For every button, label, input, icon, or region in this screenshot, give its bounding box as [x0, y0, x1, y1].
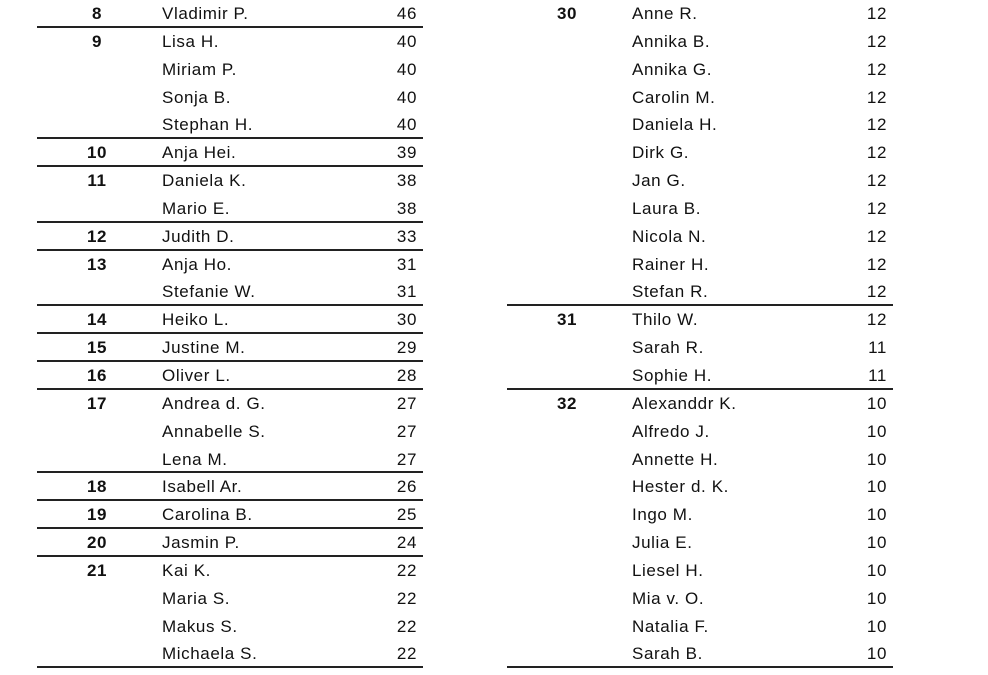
- table-row: [37, 195, 423, 223]
- score-cell: 38: [396, 171, 417, 191]
- score-cell: 10: [866, 505, 887, 525]
- name-cell: Anne R.: [632, 4, 698, 23]
- score-cell: 24: [396, 533, 417, 553]
- table-row: [37, 111, 423, 139]
- name-cell: Mario E.: [162, 198, 231, 218]
- table-row: [37, 334, 423, 362]
- name-cell: Oliver L.: [162, 365, 231, 385]
- score-cell: 12: [866, 310, 887, 330]
- table-row: [507, 223, 893, 251]
- table-row: [507, 84, 893, 112]
- score-cell: 12: [866, 198, 887, 218]
- score-cell: 11: [868, 338, 887, 358]
- score-cell: 12: [866, 4, 887, 23]
- name-cell: Alfredo J.: [632, 421, 710, 441]
- name-cell: Sonja B.: [162, 87, 232, 107]
- name-cell: Alexanddr K.: [632, 393, 737, 413]
- name-cell: Heiko L.: [162, 310, 230, 330]
- name-cell: Maria S.: [162, 588, 231, 608]
- name-cell: Andrea d. G.: [162, 393, 266, 413]
- rank-cell: 8: [91, 4, 103, 23]
- name-cell: Lisa H.: [162, 31, 220, 51]
- rank-cell: 14: [86, 310, 108, 330]
- rank-cell: 32: [556, 393, 578, 413]
- name-cell: Jan G.: [632, 171, 686, 191]
- score-cell: 12: [866, 226, 887, 246]
- table-row: [37, 446, 423, 474]
- score-cell: 40: [396, 87, 417, 107]
- table-row: [507, 28, 893, 56]
- rank-cell: 13: [86, 254, 108, 274]
- table-row: [37, 362, 423, 390]
- name-cell: Ingo M.: [632, 505, 693, 525]
- name-cell: Kai K.: [162, 560, 211, 580]
- rank-cell: 21: [86, 560, 108, 580]
- score-cell: 12: [866, 87, 887, 107]
- score-cell: 27: [396, 393, 417, 413]
- score-cell: 12: [866, 282, 887, 302]
- table-row: [37, 167, 423, 195]
- table-row: [507, 278, 893, 306]
- name-cell: Makus S.: [162, 616, 238, 636]
- table-row: [37, 473, 423, 501]
- table-row: [37, 0, 423, 28]
- score-cell: 27: [396, 449, 417, 469]
- name-cell: Sophie H.: [632, 365, 713, 385]
- rank-cell: 15: [86, 338, 108, 358]
- score-cell: 39: [396, 143, 417, 163]
- score-cell: 12: [866, 59, 887, 79]
- table-row: [37, 529, 423, 557]
- score-cell: 10: [866, 616, 887, 636]
- table-row: [507, 56, 893, 84]
- name-cell: Thilo W.: [632, 310, 699, 330]
- name-cell: Mia v. O.: [632, 588, 705, 608]
- table-row: [507, 195, 893, 223]
- table-row: [37, 84, 423, 112]
- table-row: [37, 56, 423, 84]
- rank-cell: 30: [556, 4, 578, 23]
- score-cell: 28: [396, 365, 417, 385]
- rank-cell: 9: [91, 31, 103, 51]
- name-cell: Daniela K.: [162, 171, 247, 191]
- rank-cell: 17: [86, 393, 108, 413]
- table-row: [507, 0, 893, 28]
- score-cell: 10: [866, 588, 887, 608]
- name-cell: Lena M.: [162, 449, 228, 469]
- table-row: [507, 362, 893, 390]
- rank-cell: 11: [87, 171, 107, 191]
- score-cell: 27: [396, 421, 417, 441]
- table-row: [37, 251, 423, 279]
- rank-cell: 18: [86, 477, 108, 497]
- name-cell: Julia E.: [632, 533, 693, 553]
- name-cell: Rainer H.: [632, 254, 710, 274]
- name-cell: Liesel H.: [632, 560, 704, 580]
- name-cell: Vladimir P.: [162, 4, 249, 23]
- score-cell: 30: [396, 310, 417, 330]
- name-cell: Stefan R.: [632, 282, 709, 302]
- table-row: [507, 501, 893, 529]
- score-cell: 31: [396, 282, 417, 302]
- table-row: [37, 390, 423, 418]
- table-row: [507, 139, 893, 167]
- table-row: [37, 501, 423, 529]
- score-cell: 33: [396, 226, 417, 246]
- score-cell: 26: [396, 477, 417, 497]
- name-cell: Annabelle S.: [162, 421, 266, 441]
- table-row: [37, 306, 423, 334]
- table-row: [507, 640, 893, 668]
- rank-cell: 20: [86, 533, 108, 553]
- name-cell: Sarah R.: [632, 338, 704, 358]
- score-cell: 10: [866, 533, 887, 553]
- table-row: [507, 390, 893, 418]
- name-cell: Annette H.: [632, 449, 719, 469]
- table-row: [37, 585, 423, 613]
- name-cell: Carolin M.: [632, 87, 716, 107]
- name-cell: Michaela S.: [162, 644, 258, 664]
- score-cell: 40: [396, 31, 417, 51]
- name-cell: Anja Hei.: [162, 143, 237, 163]
- name-cell: Sarah B.: [632, 644, 703, 664]
- name-cell: Daniela H.: [632, 115, 718, 135]
- score-cell: 40: [396, 59, 417, 79]
- score-cell: 12: [866, 31, 887, 51]
- table-row: [507, 529, 893, 557]
- table-row: [37, 139, 423, 167]
- name-cell: Anja Ho.: [162, 254, 233, 274]
- name-cell: Hester d. K.: [632, 477, 729, 497]
- name-cell: Jasmin P.: [162, 533, 240, 553]
- rank-cell: 16: [86, 365, 108, 385]
- table-row: [37, 613, 423, 641]
- table-row: [507, 306, 893, 334]
- rank-cell: 12: [86, 226, 108, 246]
- name-cell: Annika G.: [632, 59, 713, 79]
- score-cell: 22: [396, 560, 417, 580]
- score-cell: 10: [866, 560, 887, 580]
- score-cell: 22: [396, 616, 417, 636]
- table-row: [507, 251, 893, 279]
- table-row: [37, 640, 423, 668]
- score-cell: 12: [866, 115, 887, 135]
- name-cell: Stephan H.: [162, 115, 254, 135]
- table-row: [507, 613, 893, 641]
- table-row: [37, 278, 423, 306]
- score-cell: 22: [396, 588, 417, 608]
- table-row: [507, 473, 893, 501]
- table-row: [507, 585, 893, 613]
- name-cell: Laura B.: [632, 198, 702, 218]
- score-cell: 12: [866, 171, 887, 191]
- name-cell: Judith D.: [162, 226, 235, 246]
- score-cell: 10: [866, 449, 887, 469]
- score-cell: 11: [868, 365, 887, 385]
- table-row: [507, 334, 893, 362]
- name-cell: Miriam P.: [162, 59, 237, 79]
- rank-cell: 31: [556, 310, 578, 330]
- score-cell: 22: [396, 644, 417, 664]
- score-cell: 12: [866, 143, 887, 163]
- score-cell: 31: [396, 254, 417, 274]
- rank-cell: 10: [86, 143, 108, 163]
- rank-cell: 19: [86, 505, 108, 525]
- table-row: [507, 557, 893, 585]
- name-cell: Annika B.: [632, 31, 711, 51]
- name-cell: Natalia F.: [632, 616, 709, 636]
- score-cell: 29: [396, 338, 417, 358]
- table-row: [37, 223, 423, 251]
- name-cell: Stefanie W.: [162, 282, 256, 302]
- table-row: [37, 557, 423, 585]
- score-cell: 10: [866, 421, 887, 441]
- name-cell: Dirk G.: [632, 143, 690, 163]
- table-row: [507, 167, 893, 195]
- name-cell: Nicola N.: [632, 226, 707, 246]
- score-cell: 12: [866, 254, 887, 274]
- table-row: [507, 111, 893, 139]
- score-cell: 10: [866, 477, 887, 497]
- table-row: [507, 446, 893, 474]
- table-row: [507, 418, 893, 446]
- ranking-table-left: [37, 0, 423, 668]
- name-cell: Isabell Ar.: [162, 477, 243, 497]
- score-cell: 40: [396, 115, 417, 135]
- score-cell: 38: [396, 198, 417, 218]
- name-cell: Carolina B.: [162, 505, 253, 525]
- name-cell: Justine M.: [162, 338, 246, 358]
- table-row: [37, 418, 423, 446]
- score-cell: 10: [866, 393, 887, 413]
- score-cell: 46: [396, 4, 417, 23]
- score-cell: 10: [866, 644, 887, 664]
- score-cell: 25: [396, 505, 417, 525]
- table-row: [37, 28, 423, 56]
- ranking-table-right: [507, 0, 893, 668]
